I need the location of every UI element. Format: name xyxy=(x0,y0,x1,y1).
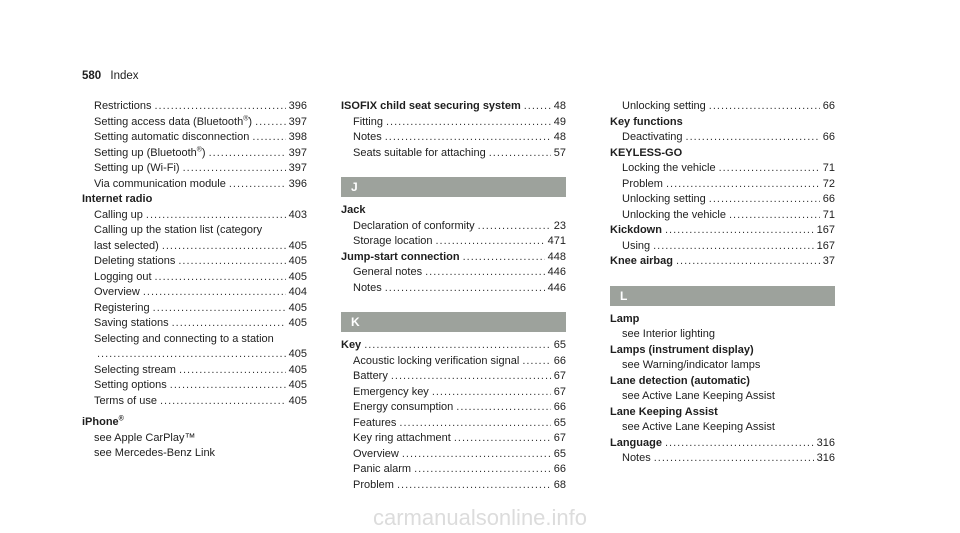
page-ref: 66 xyxy=(822,100,835,112)
page-number: 580 xyxy=(82,70,102,82)
entry-text: Saving stations xyxy=(94,317,169,329)
entry-text: Key xyxy=(341,339,362,351)
page-ref: 23 xyxy=(553,219,566,232)
index-entry xyxy=(82,316,307,332)
entry-text: Setting automatic disconnection xyxy=(94,131,250,143)
index-entry xyxy=(82,115,307,131)
page-ref: 66 xyxy=(822,131,835,143)
page-ref: 405 xyxy=(288,317,307,329)
page-ref: 67 xyxy=(553,432,566,444)
page-ref: 405 xyxy=(288,363,307,376)
index-entry xyxy=(610,223,835,239)
see-reference: see Active Lane Keeping Assist xyxy=(622,421,775,433)
entry-text: Deleting stations xyxy=(94,255,176,267)
page-ref: 405 xyxy=(288,348,307,360)
index-entry xyxy=(82,285,307,301)
leader-dots xyxy=(666,177,820,193)
entry-text-line: Selecting and connecting to a station xyxy=(94,332,274,345)
index-entry xyxy=(341,99,566,115)
page-ref: 405 xyxy=(288,394,307,407)
index-entry xyxy=(341,146,566,162)
leader-dots xyxy=(665,223,814,239)
registered-mark: ® xyxy=(196,145,202,153)
entry-text: Notes xyxy=(622,452,651,464)
leader-dots xyxy=(178,254,285,270)
leader-dots xyxy=(397,478,551,494)
page-ref: 404 xyxy=(288,286,307,298)
index-entry xyxy=(341,385,566,401)
index-heading: Lamps (instrument display) xyxy=(610,343,754,356)
entry-text-line: Calling up the station list (category xyxy=(94,224,263,236)
index-heading: iPhone® xyxy=(82,415,124,428)
page-ref: 446 xyxy=(547,266,566,278)
index-entry xyxy=(341,130,566,146)
page-ref: 397 xyxy=(288,162,307,174)
entry-text: Panic alarm xyxy=(353,463,412,475)
entry-text: Terms of use xyxy=(94,394,157,407)
page-ref: 405 xyxy=(288,255,307,267)
leader-dots xyxy=(160,394,286,410)
index-entry xyxy=(82,347,307,363)
page-ref: 37 xyxy=(822,255,835,267)
leader-dots xyxy=(654,451,814,467)
index-entry xyxy=(610,451,835,467)
leader-dots xyxy=(385,281,545,297)
leader-dots xyxy=(454,431,551,447)
entry-text: Notes xyxy=(353,131,382,143)
entry-text: Registering xyxy=(94,301,150,314)
page-ref: 167 xyxy=(816,239,835,252)
index-entry xyxy=(82,161,307,177)
index-entry xyxy=(82,363,307,379)
index-entry xyxy=(610,239,835,255)
leader-dots xyxy=(436,234,545,250)
leader-dots xyxy=(209,146,286,162)
leader-dots xyxy=(686,130,820,146)
entry-text: Deactivating xyxy=(622,131,683,143)
entry-text: Kickdown xyxy=(610,224,662,236)
leader-dots xyxy=(172,316,286,332)
index-entry xyxy=(82,394,307,410)
index-entry xyxy=(610,436,835,452)
index-heading: Jack xyxy=(341,204,366,216)
page-ref: 397 xyxy=(288,115,307,128)
leader-dots xyxy=(179,363,286,379)
entry-text: Overview xyxy=(353,447,399,460)
section-letter-l: L xyxy=(610,286,835,306)
index-entry xyxy=(82,239,307,255)
index-entry xyxy=(341,281,566,297)
see-reference: see Mercedes-Benz Link xyxy=(94,447,216,459)
entry-text: Locking the vehicle xyxy=(622,162,716,174)
leader-dots xyxy=(146,208,286,224)
entry-text: Declaration of conformity xyxy=(353,219,475,232)
entry-text: Restrictions xyxy=(94,100,152,112)
see-reference: see Interior lighting xyxy=(622,328,715,340)
index-column-1 xyxy=(82,99,307,462)
page-ref: 71 xyxy=(822,162,835,174)
index-entry xyxy=(341,338,566,354)
page-ref: 397 xyxy=(288,146,307,159)
page-ref: 65 xyxy=(553,339,566,351)
leader-dots xyxy=(252,130,285,146)
section-letter-j: J xyxy=(341,177,566,197)
index-entry xyxy=(341,115,566,131)
index-entry xyxy=(341,478,566,494)
index-entry xyxy=(610,161,835,177)
entry-text: Via communication module xyxy=(94,177,226,190)
entry-text: Overview xyxy=(94,286,140,298)
index-entry xyxy=(341,416,566,432)
entry-text: Setting options xyxy=(94,379,167,391)
index-entry xyxy=(82,270,307,286)
leader-dots xyxy=(97,347,286,363)
leader-dots xyxy=(432,385,551,401)
entry-text: Storage location xyxy=(353,235,433,247)
index-heading: Lane Keeping Assist xyxy=(610,405,718,418)
page-header xyxy=(82,70,139,82)
entry-text: Logging out xyxy=(94,270,152,283)
leader-dots xyxy=(155,270,286,286)
page-ref: 71 xyxy=(822,208,835,221)
index-heading: Lane detection (automatic) xyxy=(610,374,750,387)
index-entry xyxy=(341,234,566,250)
index-entry xyxy=(341,265,566,281)
leader-dots xyxy=(676,254,820,270)
entry-text: last selected) xyxy=(94,239,159,252)
index-entry xyxy=(610,177,835,193)
leader-dots xyxy=(154,99,285,115)
index-entry xyxy=(341,447,566,463)
page-ref: 67 xyxy=(553,370,566,382)
entry-text: Battery xyxy=(353,370,388,382)
page-ref: 403 xyxy=(288,208,307,221)
page-ref: 396 xyxy=(288,177,307,190)
entry-text: ISOFIX child seat securing system xyxy=(341,100,521,112)
index-entry xyxy=(341,462,566,478)
leader-dots xyxy=(719,161,820,177)
leader-dots xyxy=(386,115,551,131)
index-entry xyxy=(341,250,566,266)
page-ref: 398 xyxy=(288,131,307,143)
entry-text: Seats suitable for attaching xyxy=(353,146,486,159)
index-entry xyxy=(341,431,566,447)
index-entry xyxy=(82,177,307,193)
entry-text: Unlocking setting xyxy=(622,193,706,205)
entry-text: Unlocking setting xyxy=(622,100,706,112)
entry-text: Jump-start connection xyxy=(341,250,460,263)
entry-text: Notes xyxy=(353,281,382,294)
entry-text: Acoustic locking verification signal xyxy=(353,354,520,367)
index-entry xyxy=(82,99,307,115)
index-heading: Key functions xyxy=(610,115,683,128)
leader-dots xyxy=(385,130,551,146)
page-ref: 405 xyxy=(288,301,307,314)
page-title: Index xyxy=(110,70,139,82)
entry-text: Setting access data (Bluetooth®) xyxy=(94,114,253,128)
leader-dots xyxy=(153,301,286,317)
leader-dots xyxy=(170,378,286,394)
index-entry xyxy=(341,400,566,416)
page-ref: 405 xyxy=(288,379,307,391)
entry-text: Features xyxy=(353,416,397,429)
entry-text: Unlocking the vehicle xyxy=(622,208,726,221)
index-entry xyxy=(610,208,835,224)
page-ref: 49 xyxy=(553,115,566,128)
entry-text: Selecting stream xyxy=(94,363,176,376)
index-heading: Internet radio xyxy=(82,193,153,205)
page-ref: 66 xyxy=(822,193,835,205)
index-entry xyxy=(341,369,566,385)
page-ref: 48 xyxy=(553,131,566,143)
entry-text: Language xyxy=(610,436,662,449)
page-ref: 167 xyxy=(816,224,835,236)
leader-dots xyxy=(183,161,286,177)
page-ref: 405 xyxy=(288,270,307,283)
page-ref: 471 xyxy=(547,235,566,247)
leader-dots xyxy=(478,219,551,235)
page-ref: 72 xyxy=(822,177,835,190)
index-entry xyxy=(82,208,307,224)
registered-mark: ® xyxy=(243,114,249,122)
entry-text: Knee airbag xyxy=(610,255,673,267)
index-heading: KEYLESS-GO xyxy=(610,146,683,159)
entry-text: Using xyxy=(622,239,651,252)
page-ref: 446 xyxy=(547,281,566,294)
index-entry xyxy=(341,354,566,370)
page-ref: 67 xyxy=(553,385,566,398)
page-ref: 66 xyxy=(553,354,566,367)
leader-dots xyxy=(255,115,286,131)
leader-dots xyxy=(402,447,551,463)
see-reference: see Apple CarPlay™ xyxy=(94,431,196,444)
page-ref: 316 xyxy=(816,436,835,449)
leader-dots xyxy=(653,239,814,255)
leader-dots xyxy=(524,99,551,115)
leader-dots xyxy=(143,285,286,301)
index-entry xyxy=(610,192,835,208)
leader-dots xyxy=(709,99,820,115)
see-reference: see Active Lane Keeping Assist xyxy=(622,390,775,402)
leader-dots xyxy=(489,146,551,162)
leader-dots xyxy=(665,436,814,452)
watermark: carmanualsonline.info xyxy=(372,505,588,530)
leader-dots xyxy=(456,400,550,416)
index-entry xyxy=(341,219,566,235)
page-ref: 48 xyxy=(553,100,566,112)
index-entry xyxy=(610,254,835,270)
leader-dots xyxy=(522,354,550,370)
index-entry xyxy=(82,378,307,394)
registered-mark: ® xyxy=(118,415,124,423)
leader-dots xyxy=(229,177,286,193)
index-column-2 xyxy=(341,99,566,493)
leader-dots xyxy=(463,250,545,266)
entry-text: Calling up xyxy=(94,208,143,221)
page-ref: 316 xyxy=(816,452,835,464)
index-entry xyxy=(82,130,307,146)
leader-dots xyxy=(425,265,545,281)
page-ref: 68 xyxy=(553,478,566,491)
index-entry xyxy=(82,146,307,162)
page-ref: 396 xyxy=(288,100,307,112)
leader-dots xyxy=(391,369,551,385)
page-ref: 65 xyxy=(553,416,566,429)
entry-text: Energy consumption xyxy=(353,401,454,413)
entry-text: Setting up (Wi-Fi) xyxy=(94,162,180,174)
page-ref: 66 xyxy=(553,463,566,475)
section-letter-k: K xyxy=(341,312,566,332)
page-ref: 405 xyxy=(288,239,307,252)
entry-text: Problem xyxy=(353,478,394,491)
entry-text: General notes xyxy=(353,266,423,278)
leader-dots xyxy=(414,462,551,478)
entry-text: Emergency key xyxy=(353,385,429,398)
leader-dots xyxy=(162,239,286,255)
index-column-3 xyxy=(610,99,835,467)
index-entry xyxy=(82,301,307,317)
leader-dots xyxy=(729,208,820,224)
entry-text: Key ring attachment xyxy=(353,432,451,444)
page-ref: 448 xyxy=(547,250,566,263)
page-ref: 57 xyxy=(553,146,566,159)
index-heading: Lamp xyxy=(610,312,640,325)
index-entry xyxy=(610,130,835,146)
entry-text: Fitting xyxy=(353,115,383,128)
index-entry xyxy=(610,99,835,115)
index-entry xyxy=(82,254,307,270)
leader-dots xyxy=(399,416,550,432)
leader-dots xyxy=(709,192,820,208)
entry-text: Setting up (Bluetooth®) xyxy=(94,145,206,159)
leader-dots xyxy=(364,338,551,354)
page-ref: 66 xyxy=(553,401,566,413)
see-reference: see Warning/indicator lamps xyxy=(622,359,761,371)
page-ref: 65 xyxy=(553,447,566,460)
entry-text: Problem xyxy=(622,177,663,190)
